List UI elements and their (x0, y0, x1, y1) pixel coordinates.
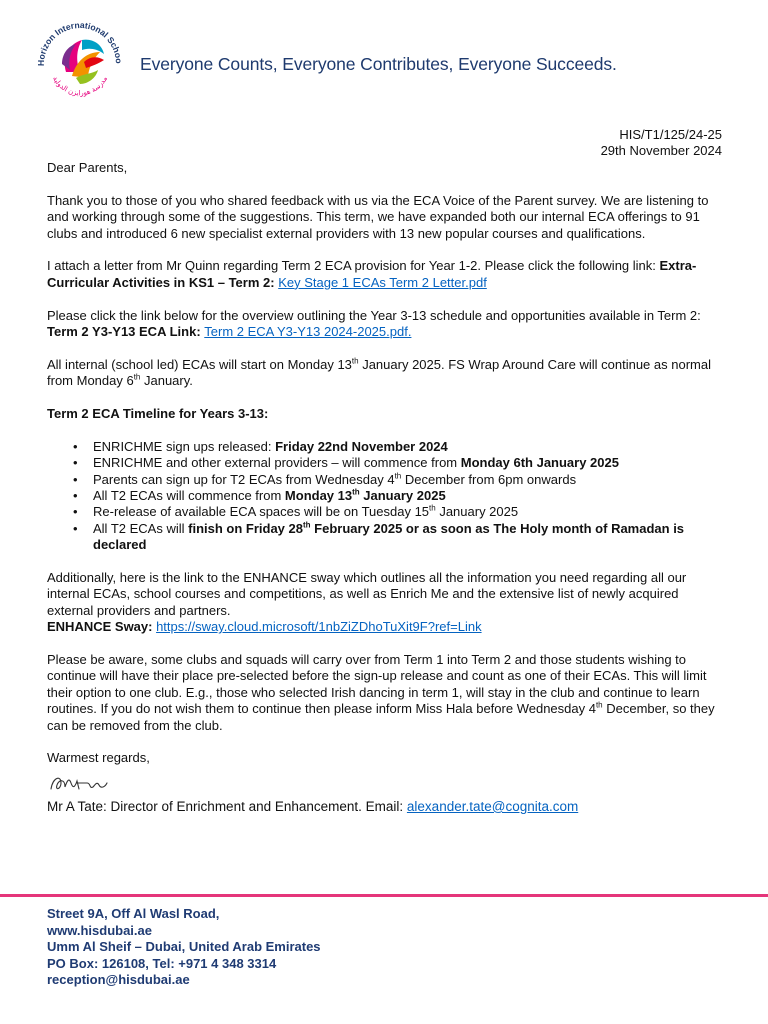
superscript: th (394, 471, 402, 481)
ks1-bold-label: Extra-Curricular Activities in KS1 – Term 2: (47, 258, 697, 290)
footer-website: www.hisdubai.ae (47, 922, 152, 938)
letter-date: 29th November 2024 (600, 143, 722, 158)
letter-reference (601, 127, 722, 159)
signoff (47, 799, 727, 815)
enhance-bold-label: ENHANCE Sway: (47, 619, 157, 635)
superscript: th (351, 356, 359, 366)
timeline-text: Re-release of available ECA spaces will be on Tuesday 15 (93, 504, 430, 520)
superscript: th (352, 487, 360, 497)
footer-city: Umm Al Sheif – Dubai, United Arab Emirates (47, 939, 321, 955)
closing: Warmest regards, (47, 750, 150, 766)
y3-y13-text: Please click the link below for the overview outlining the Year 3-13 schedule and opportunities available in Term 2: (47, 307, 701, 323)
signature-image (47, 769, 727, 795)
paragraph-ks1-letter (47, 258, 727, 291)
paragraph-start-dates (47, 357, 727, 390)
timeline-title: Term 2 ECA Timeline for Years 3-13: (47, 406, 269, 422)
start-dates-text: January. (140, 373, 193, 389)
letterhead (32, 14, 752, 106)
timeline-date: Monday 13 (284, 488, 353, 504)
footer-email: reception@hisdubai.ae (47, 972, 190, 988)
superscript: th (595, 700, 603, 710)
timeline-item (93, 472, 727, 488)
superscript: th (429, 504, 436, 514)
timeline-text: Parents can sign up for T2 ECAs from Wednesday 4 (93, 471, 395, 487)
timeline-date: January 2025 (359, 488, 446, 504)
paragraph-enhance-sway (47, 570, 727, 636)
timeline-item (93, 488, 727, 504)
superscript: th (302, 520, 311, 530)
reference-code: HIS/T1/125/24-25 (619, 127, 722, 142)
timeline-item (93, 439, 727, 455)
timeline-text: January 2025 (435, 504, 519, 520)
enhance-text: Additionally, here is the link to the ENHANCE sway which outlines all the information you need regarding all our internal ECAs, school courses and competitions, as well as Enrich Me and the extensive list of newly acquired external providers and partners. (47, 570, 687, 618)
timeline-item (93, 504, 727, 520)
enhance-sway-link[interactable]: https://sway.cloud.microsoft/1nbZiZDhoTuXit9F?ref=Link (156, 619, 482, 635)
timeline-date: February 2025 or as soon as The Holy month of Ramadan is declared (93, 520, 685, 553)
footer-street: Street 9A, Off Al Wasl Road, (47, 906, 220, 921)
timeline-item (93, 455, 727, 471)
school-motto: Everyone Counts, Everyone Contributes, Everyone Succeeds. (140, 54, 617, 74)
signoff-text: Mr A Tate: Director of Enrichment and Enhancement. Email: (47, 798, 407, 814)
y3-y13-link[interactable]: Term 2 ECA Y3-Y13 2024-2025.pdf. (204, 324, 412, 340)
signoff-email-link[interactable]: alexander.tate@cognita.com (406, 798, 579, 814)
start-dates-text: January 2025. FS Wrap Around Care will continue as normal from Monday 6 (47, 356, 711, 389)
paragraph-feedback: Thank you to those of you who shared feedback with us via the ECA Voice of the Parent survey. We are listening to and working through some of the suggestions. This term, we have expanded both our internal ECA offerings to 91 clubs and introduced 6 new specialist external providers with 13 new popular courses and qualifications. (47, 192, 709, 241)
ks1-text: I attach a letter from Mr Quinn regarding Term 2 ECA provision for Year 1-2. Please click the following link: (47, 258, 660, 274)
logo-school-name: Horizon International Schoo (35, 19, 125, 67)
timeline-date: finish on Friday 28 (188, 520, 303, 536)
timeline-text: All T2 ECAs will (93, 520, 189, 536)
school-logo (32, 14, 128, 106)
timeline-text: ENRICHME sign ups released: (93, 438, 276, 454)
timeline-text: All T2 ECAs will commence from (93, 488, 285, 504)
timeline-list (47, 439, 727, 554)
timeline-date: Friday 22nd November 2024 (275, 438, 448, 454)
paragraph-carry-over (47, 652, 727, 734)
timeline-date: Monday 6th January 2025 (460, 455, 619, 471)
ks1-letter-link[interactable]: Key Stage 1 ECAs Term 2 Letter.pdf (278, 274, 487, 290)
superscript: th (133, 372, 141, 382)
carry-over-text: December, so they can be removed from the club. (47, 701, 715, 733)
greeting: Dear Parents, (47, 160, 128, 175)
timeline-item (93, 521, 727, 554)
footer-divider (0, 894, 768, 897)
logo-arabic-name: مدرسة هورايزن الدولية (50, 75, 110, 98)
timeline-text: ENRICHME and other external providers – will commence from (93, 455, 461, 471)
footer-po-box-tel: PO Box: 126108, Tel: +971 4 348 3314 (47, 955, 277, 971)
paragraph-y3-y13 (47, 308, 727, 341)
footer-address (47, 906, 321, 989)
carry-over-text: Please be aware, some clubs and squads will carry over from Term 1 into Term 2 and those students wishing to continue will have their place pre-selected before the sign-up release and count as one of their ECAs. This will limit their option to one club. E.g., those who selected Irish dancing in term 1, will stay in the club and continue to learn routines. If you do not wish them to continue then please inform Miss Hala before Wednesday 4 (47, 652, 707, 717)
start-dates-text: All internal (school led) ECAs will start on Monday 13 (47, 356, 352, 372)
letter-body (47, 160, 727, 815)
y3-y13-bold-label: Term 2 Y3-Y13 ECA Link: (47, 324, 205, 340)
timeline-text: December from 6pm onwards (401, 471, 577, 487)
